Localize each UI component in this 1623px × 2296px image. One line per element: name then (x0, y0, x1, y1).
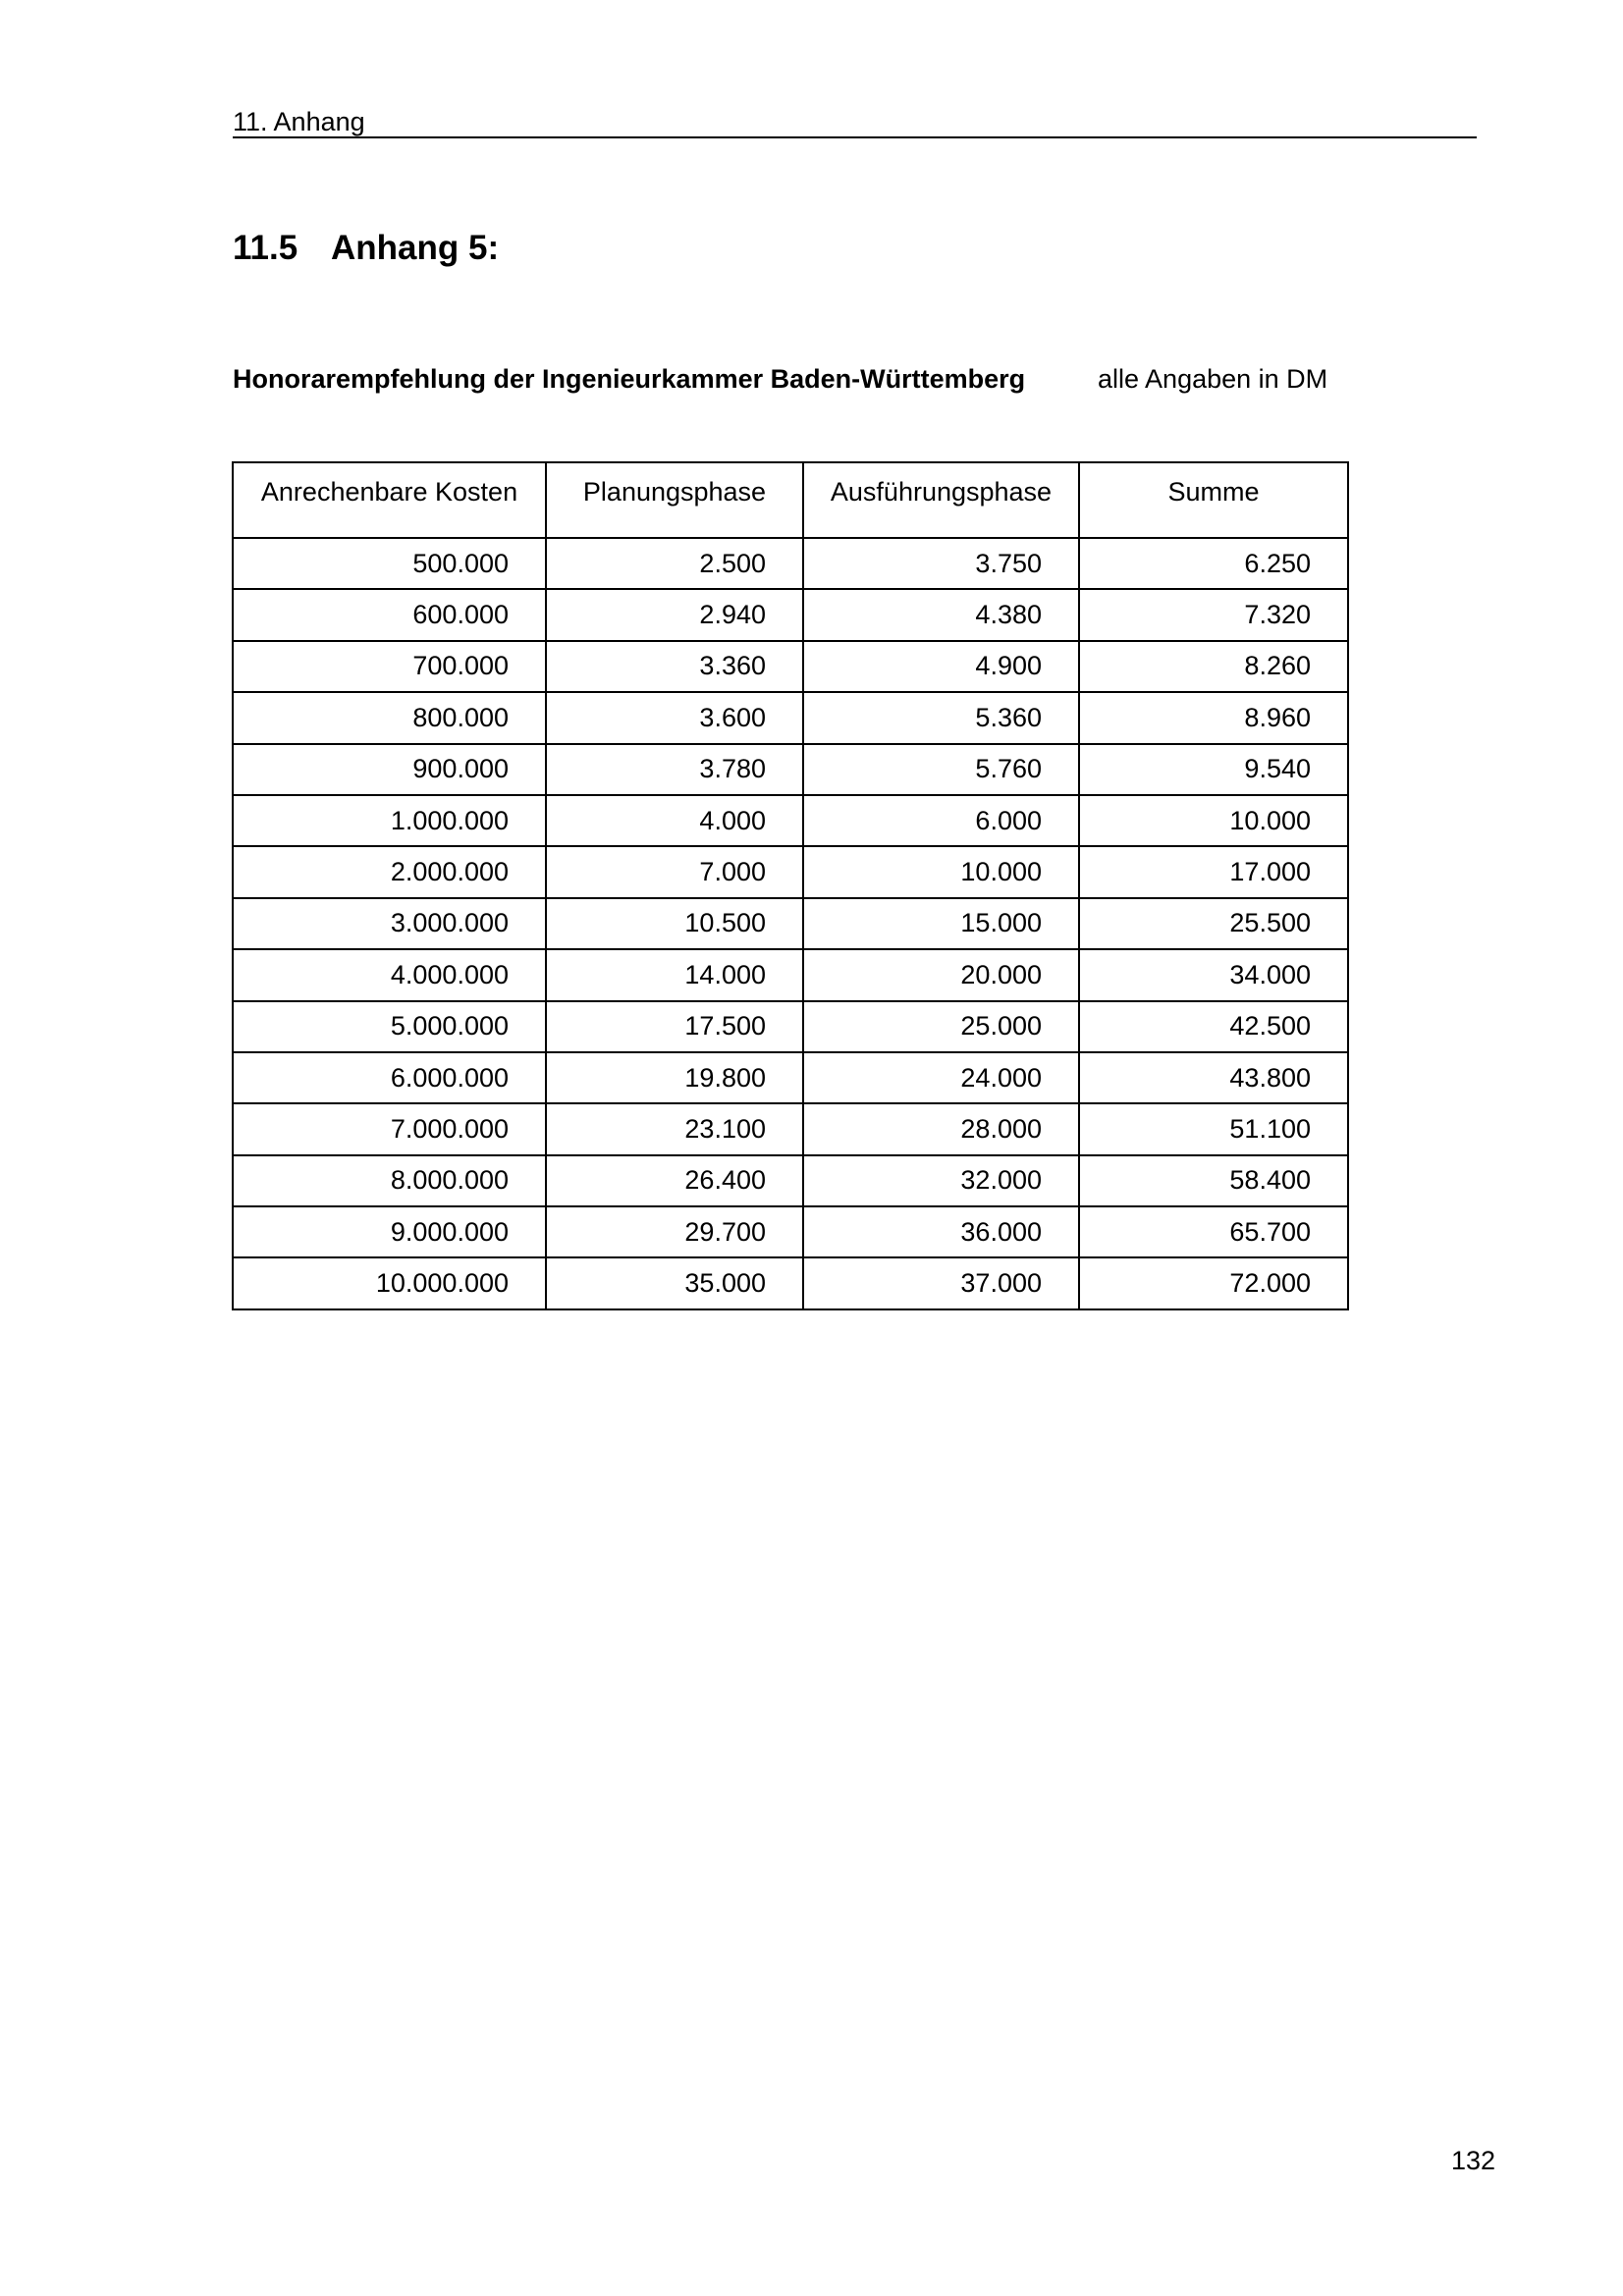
cell-ausfuehrungsphase: 28.000 (803, 1103, 1079, 1154)
cell-planungsphase: 26.400 (546, 1155, 803, 1206)
cell-anrechenbare-kosten: 4.000.000 (233, 949, 546, 1000)
cell-anrechenbare-kosten: 5.000.000 (233, 1001, 546, 1052)
cell-ausfuehrungsphase: 6.000 (803, 795, 1079, 846)
cell-summe: 17.000 (1079, 846, 1348, 897)
cell-anrechenbare-kosten: 6.000.000 (233, 1052, 546, 1103)
cell-planungsphase: 10.500 (546, 898, 803, 949)
cell-planungsphase: 3.360 (546, 641, 803, 692)
cell-summe: 58.400 (1079, 1155, 1348, 1206)
table-row (233, 641, 1348, 692)
table-row (233, 795, 1348, 846)
cell-anrechenbare-kosten: 900.000 (233, 744, 546, 795)
cell-planungsphase: 2.500 (546, 538, 803, 589)
cell-planungsphase: 3.780 (546, 744, 803, 795)
table-row (233, 1103, 1348, 1154)
cell-summe: 43.800 (1079, 1052, 1348, 1103)
table-row (233, 1001, 1348, 1052)
cell-ausfuehrungsphase: 24.000 (803, 1052, 1079, 1103)
cell-ausfuehrungsphase: 37.000 (803, 1257, 1079, 1308)
cell-summe: 51.100 (1079, 1103, 1348, 1154)
currency-note: alle Angaben in DM (1098, 364, 1328, 394)
cell-anrechenbare-kosten: 500.000 (233, 538, 546, 589)
cell-anrechenbare-kosten: 8.000.000 (233, 1155, 546, 1206)
cell-anrechenbare-kosten: 9.000.000 (233, 1206, 546, 1257)
cell-anrechenbare-kosten: 2.000.000 (233, 846, 546, 897)
cell-planungsphase: 35.000 (546, 1257, 803, 1308)
table-row (233, 692, 1348, 743)
table-row (233, 1155, 1348, 1206)
section-heading (233, 228, 499, 269)
cell-ausfuehrungsphase: 10.000 (803, 846, 1079, 897)
table-row (233, 589, 1348, 640)
cell-planungsphase: 4.000 (546, 795, 803, 846)
cell-planungsphase: 29.700 (546, 1206, 803, 1257)
column-header-anrechenbare-kosten: Anrechenbare Kosten (233, 462, 546, 538)
cell-anrechenbare-kosten: 600.000 (233, 589, 546, 640)
cell-anrechenbare-kosten: 1.000.000 (233, 795, 546, 846)
column-header-ausfuehrungsphase: Ausführungsphase (803, 462, 1079, 538)
cell-anrechenbare-kosten: 3.000.000 (233, 898, 546, 949)
cell-summe: 8.960 (1079, 692, 1348, 743)
table-row (233, 1052, 1348, 1103)
table-row (233, 846, 1348, 897)
cell-ausfuehrungsphase: 36.000 (803, 1206, 1079, 1257)
cell-ausfuehrungsphase: 4.900 (803, 641, 1079, 692)
cell-ausfuehrungsphase: 4.380 (803, 589, 1079, 640)
table-row (233, 744, 1348, 795)
cell-planungsphase: 7.000 (546, 846, 803, 897)
cell-anrechenbare-kosten: 700.000 (233, 641, 546, 692)
cell-planungsphase: 17.500 (546, 1001, 803, 1052)
cell-anrechenbare-kosten: 7.000.000 (233, 1103, 546, 1154)
cell-planungsphase: 23.100 (546, 1103, 803, 1154)
cell-summe: 72.000 (1079, 1257, 1348, 1308)
table-row (233, 1206, 1348, 1257)
cell-summe: 10.000 (1079, 795, 1348, 846)
cell-planungsphase: 19.800 (546, 1052, 803, 1103)
cell-summe: 9.540 (1079, 744, 1348, 795)
cell-anrechenbare-kosten: 10.000.000 (233, 1257, 546, 1308)
section-title: Anhang 5: (331, 229, 500, 267)
cell-ausfuehrungsphase: 32.000 (803, 1155, 1079, 1206)
cell-summe: 34.000 (1079, 949, 1348, 1000)
cell-summe: 65.700 (1079, 1206, 1348, 1257)
cell-summe: 42.500 (1079, 1001, 1348, 1052)
table-body (233, 538, 1348, 1309)
cell-ausfuehrungsphase: 25.000 (803, 1001, 1079, 1052)
table-caption: Honorarempfehlung der Ingenieurkammer Baden-Württemberg (233, 364, 1026, 394)
cell-planungsphase: 14.000 (546, 949, 803, 1000)
cell-ausfuehrungsphase: 20.000 (803, 949, 1079, 1000)
table-row (233, 898, 1348, 949)
cell-summe: 8.260 (1079, 641, 1348, 692)
cell-ausfuehrungsphase: 5.760 (803, 744, 1079, 795)
cell-planungsphase: 3.600 (546, 692, 803, 743)
cell-planungsphase: 2.940 (546, 589, 803, 640)
column-header-summe: Summe (1079, 462, 1348, 538)
table-header-row (233, 462, 1348, 538)
cell-summe: 25.500 (1079, 898, 1348, 949)
column-header-planungsphase: Planungsphase (546, 462, 803, 538)
cell-ausfuehrungsphase: 3.750 (803, 538, 1079, 589)
fee-table (232, 461, 1349, 1310)
table-row (233, 1257, 1348, 1308)
page-number: 132 (1451, 2146, 1496, 2175)
table-row (233, 538, 1348, 589)
cell-ausfuehrungsphase: 5.360 (803, 692, 1079, 743)
cell-summe: 7.320 (1079, 589, 1348, 640)
page-header-chapter: 11. Anhang (233, 106, 1477, 138)
table-row (233, 949, 1348, 1000)
section-number: 11.5 (233, 229, 298, 267)
cell-summe: 6.250 (1079, 538, 1348, 589)
cell-anrechenbare-kosten: 800.000 (233, 692, 546, 743)
cell-ausfuehrungsphase: 15.000 (803, 898, 1079, 949)
